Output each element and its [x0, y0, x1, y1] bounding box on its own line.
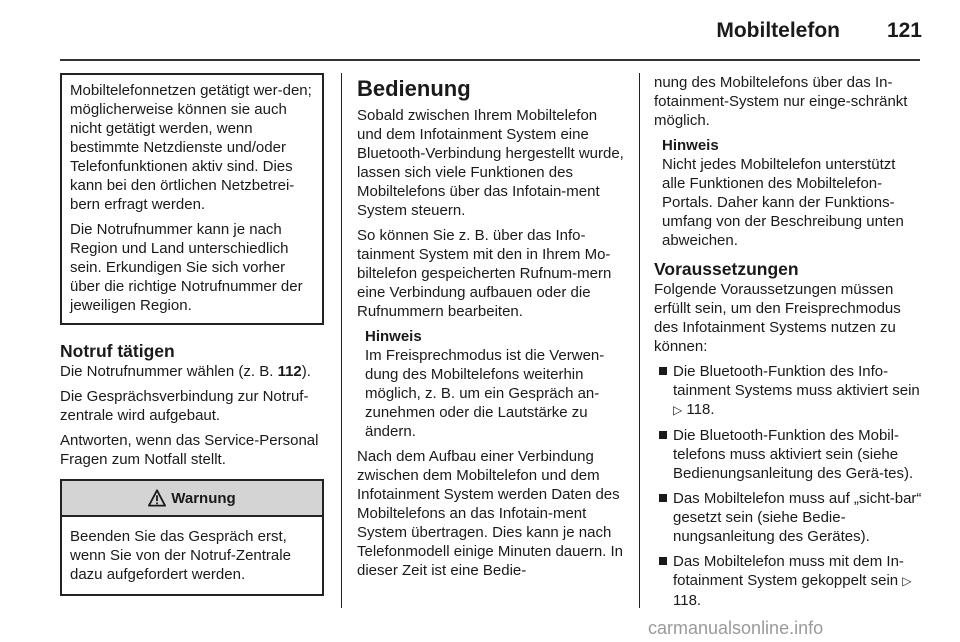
operation-continued: nung des Mobiltelefons über das In-fotainment-System nur einge-schränkt möglich. [654, 74, 908, 129]
operation-paragraph-3: Nach dem Aufbau einer Verbindung zwischen dem Mobiltelefon und dem Infotainment System werden Daten des Mobiltelefons an das Infotain-ment System übertragen. Dies kann je nach Telefonmodell einige Minuten dauern. In dieser Zeit ist eine Bedie- [357, 448, 624, 579]
emergency-paragraph-3: Antworten, wenn das Service-Personal Fragen zum Notfall stellt. [60, 432, 319, 468]
warning-box [60, 479, 324, 596]
emergency-paragraph-1 [60, 362, 324, 381]
list-item-text: Die Bluetooth-Funktion des Mobil-telefons muss aktiviert sein (siehe Bedienungsanleitung des Gerä-tes). [673, 427, 914, 482]
section-heading-emergency-call: Notruf tätigen [60, 341, 175, 361]
warning-triangle-icon [148, 489, 166, 507]
operation-paragraph-2: So können Sie z. B. über das Info-tainment System mit den in Ihrem Mo-biltelefon gespeicherten Rufnum-mern eine Verbindung aufbauen oder die Rufnummern bearbeiten. [357, 227, 612, 320]
column-2 [357, 73, 625, 586]
warning-text: Beenden Sie das Gespräch erst, wenn Sie von der Notruf-Zentrale dazu aufgefordert werden. [70, 528, 291, 583]
list-item-text: Die Bluetooth-Funktion des Info-tainment Systems muss aktiviert sein [673, 363, 920, 399]
page-reference-icon: ▷ [673, 403, 683, 417]
note-block [365, 327, 625, 441]
warning-title: Warnung [171, 489, 236, 507]
note-block [662, 136, 922, 250]
note-heading: Hinweis [365, 328, 422, 345]
column-divider [341, 73, 342, 608]
note-heading: Hinweis [662, 137, 719, 154]
bullet-square-icon [659, 557, 667, 565]
bullet-square-icon [659, 494, 667, 502]
emergency-paragraph-2: Die Gesprächsverbindung zur Notruf-zentrale wird aufgebaut. [60, 388, 309, 424]
emergency-text: Die Notrufnummer wählen (z. B. [60, 363, 278, 380]
watermark: carmanualsonline.info [648, 618, 824, 638]
list-item-text: Das Mobiltelefon muss mit dem In-fotainment System gekoppelt sein [673, 553, 904, 589]
requirements-list [654, 362, 922, 610]
list-item [654, 362, 922, 420]
list-item [654, 426, 922, 483]
column-divider [639, 73, 640, 608]
list-item [654, 489, 922, 546]
section-heading-operation: Bedienung [357, 76, 471, 101]
emergency-number: 112 [277, 363, 302, 380]
list-item [654, 552, 922, 610]
bullet-square-icon [659, 431, 667, 439]
page-reference-link[interactable]: 118. [686, 401, 715, 418]
page-reference-icon: ▷ [902, 574, 912, 588]
info-box [60, 73, 324, 325]
note-text: Nicht jedes Mobiltelefon unterstützt alle Funktionen des Mobiltelefon-Portals. Daher kann der Funktions-umfang von der Beschreibung unten abweichen. [662, 156, 904, 249]
page-reference-link[interactable]: 118. [673, 592, 702, 609]
column-3 [654, 73, 922, 616]
list-item-text: Das Mobiltelefon muss auf „sicht-bar“ gesetzt sein (siehe Bedie-nungsanleitung des Gerätes). [673, 490, 922, 545]
emergency-text-end: ). [301, 363, 311, 380]
warning-header [62, 481, 322, 517]
section-heading-requirements: Voraussetzungen [654, 259, 799, 279]
bullet-square-icon [659, 367, 667, 375]
header-rule [60, 59, 920, 61]
operation-paragraph-1: Sobald zwischen Ihrem Mobiltelefon und dem Infotainment System eine Bluetooth-Verbindung hergestellt wurde, lassen sich viele Funktionen des Mobiltelefons über das Infotain-ment System steuern. [357, 107, 624, 219]
info-box-paragraph: Die Notrufnummer kann je nach Region und Land unterschiedlich sein. Erkundigen Sie sich vorher über die richtige Notrufnummer der jeweiligen Region. [70, 221, 303, 314]
page-number: 121 [886, 19, 922, 42]
info-box-paragraph: Mobiltelefonnetzen getätigt wer-den; möglicherweise können sie auch nicht getätigt werden, wenn bestimmte Netzdienste und/oder Telefonfunktionen aktiv sind. Dies kann bei den örtlichen Netzbetrei-bern erfragt werden. [70, 82, 312, 213]
note-text: Im Freisprechmodus ist die Verwen-dung des Mobiltelefons weiterhin möglich, z. B. um ein Gespräch an-zunehmen oder die Lautstärke zu ändern. [365, 347, 605, 440]
column-1 [60, 73, 324, 596]
page-header-title: Mobiltelefon [716, 19, 840, 42]
requirements-intro: Folgende Voraussetzungen müssen erfüllt sein, um den Freisprechmodus des Infotainment Systems nutzen zu können: [654, 281, 901, 355]
